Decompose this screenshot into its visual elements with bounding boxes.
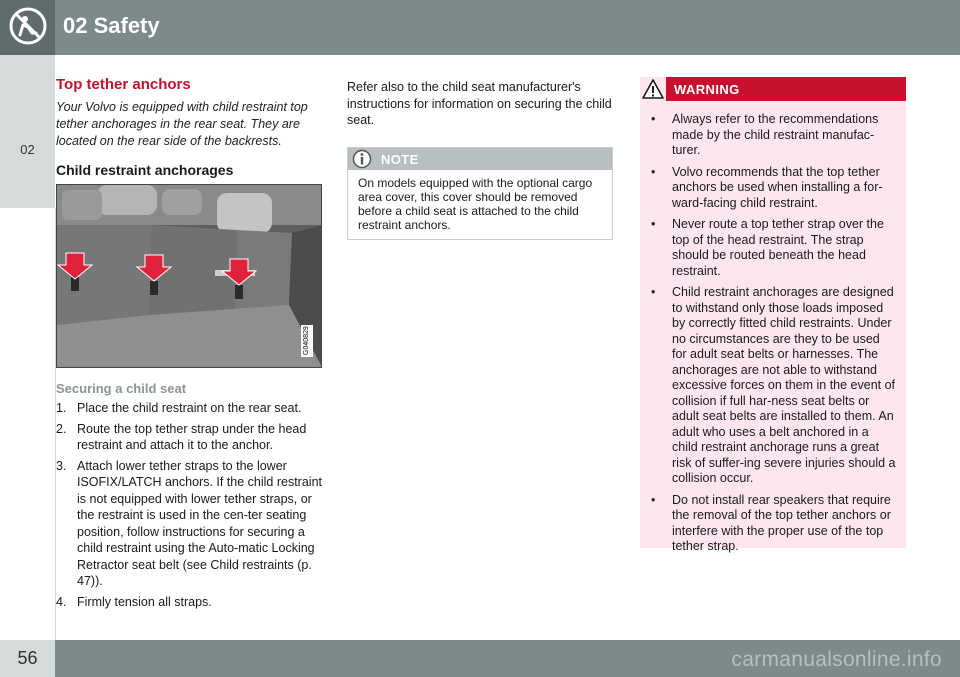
warning-header [640, 77, 906, 101]
note-header [348, 148, 612, 170]
subheading: Child restraint anchorages [56, 162, 234, 178]
warning-triangle-icon [640, 77, 666, 101]
warning-item-text: Do not install rear speakers that require the removal of the top tether anchors or interfere with the proper use of the top tether strap. [672, 492, 891, 553]
steps-list [56, 400, 322, 610]
page-header [0, 0, 960, 55]
image-code: G040829 [301, 325, 313, 357]
chapter-tab [0, 55, 55, 208]
warning-list [640, 101, 906, 555]
step-number: 4. [56, 594, 67, 609]
paragraph: Refer also to the child seat manufacturer's instructions for information on securing the child seat. [347, 80, 612, 127]
step-number: 3. [56, 458, 67, 473]
note-box [347, 147, 613, 240]
bullet: • [651, 112, 656, 126]
list-item [649, 493, 896, 555]
steps-title: Securing a child seat [56, 381, 187, 396]
header-icon-box [0, 0, 55, 55]
step-number: 1. [56, 401, 67, 415]
page-number-box [0, 640, 55, 677]
list-item [649, 165, 896, 212]
warning-item-text: Always refer to the recommendations made by the child restraint manufac-turer. [672, 112, 879, 157]
note-title: NOTE [381, 151, 419, 167]
note-body: On models equipped with the optional cargo area cover, this cover should be removed before a child seat is attached to the child restraint anchors. [358, 175, 593, 232]
airbag-off-icon [8, 6, 48, 46]
bullet: • [651, 285, 656, 299]
rear-seat-anchor-photo [56, 184, 322, 368]
list-item [56, 594, 322, 611]
watermark: carmanualsonline.info [731, 648, 942, 671]
step-text: Place the child restraint on the rear seat. [77, 401, 302, 415]
photo-illustration [57, 185, 322, 368]
step-text: Route the top tether strap under the head restraint and attach it to the anchor. [77, 421, 307, 452]
list-item [56, 458, 322, 590]
info-icon [352, 149, 372, 169]
intro-text: Your Volvo is equipped with child restraint top tether anchorages in the rear seat. They are located on the rear side of the backrests. [56, 100, 308, 148]
warning-item-text: Never route a top tether strap over the top of the head restraint. The strap should be routed beneath the head restraint. [672, 217, 884, 278]
list-item [649, 112, 896, 159]
column-left [56, 76, 322, 610]
bullet: • [651, 492, 656, 507]
list-item [649, 217, 896, 279]
step-number: 2. [56, 421, 67, 436]
column-middle [347, 79, 613, 240]
list-item [649, 285, 896, 487]
bullet: • [651, 164, 656, 179]
page-number: 56 [17, 648, 38, 668]
warning-box [640, 77, 906, 553]
bullet: • [651, 217, 656, 231]
warning-item-text: Child restraint anchorages are designed to withstand only those loads imposed by correctly fitted child restraints. Under no circumstances are they to be used for adult seat belts or harnesses. The anchorages are not able to withstand excessive forces on them in the event of collision if full har-ness seat belts or adult seat belts are installed to them. An adult who uses a belt anchored in a child restraint anchorage runs a great risk of suffer-ing severe injuries should a collision occur. [672, 285, 896, 485]
chapter-label: 02 [20, 142, 35, 157]
section-heading: Top tether anchors [56, 76, 191, 93]
page-title: 02 Safety [63, 13, 160, 38]
warning-title: WARNING [674, 82, 740, 97]
list-item [56, 400, 322, 417]
list-item [56, 421, 322, 454]
warning-item-text: Volvo recommends that the top tether anchors be used when installing a for-ward-facing child restraint. [672, 164, 883, 210]
page-footer [0, 640, 960, 677]
warning-icon-box [640, 77, 666, 101]
step-text: Firmly tension all straps. [77, 594, 212, 609]
step-text: Attach lower tether straps to the lower ISOFIX/LATCH anchors. If the child restraint is not equipped with lower tether straps, or the restraint is used in the cen-ter seating position, follow instructions for securing a child restraint using the Auto-matic Locking Retractor seat belt (see Child restraints (p. 47)). [77, 458, 322, 588]
